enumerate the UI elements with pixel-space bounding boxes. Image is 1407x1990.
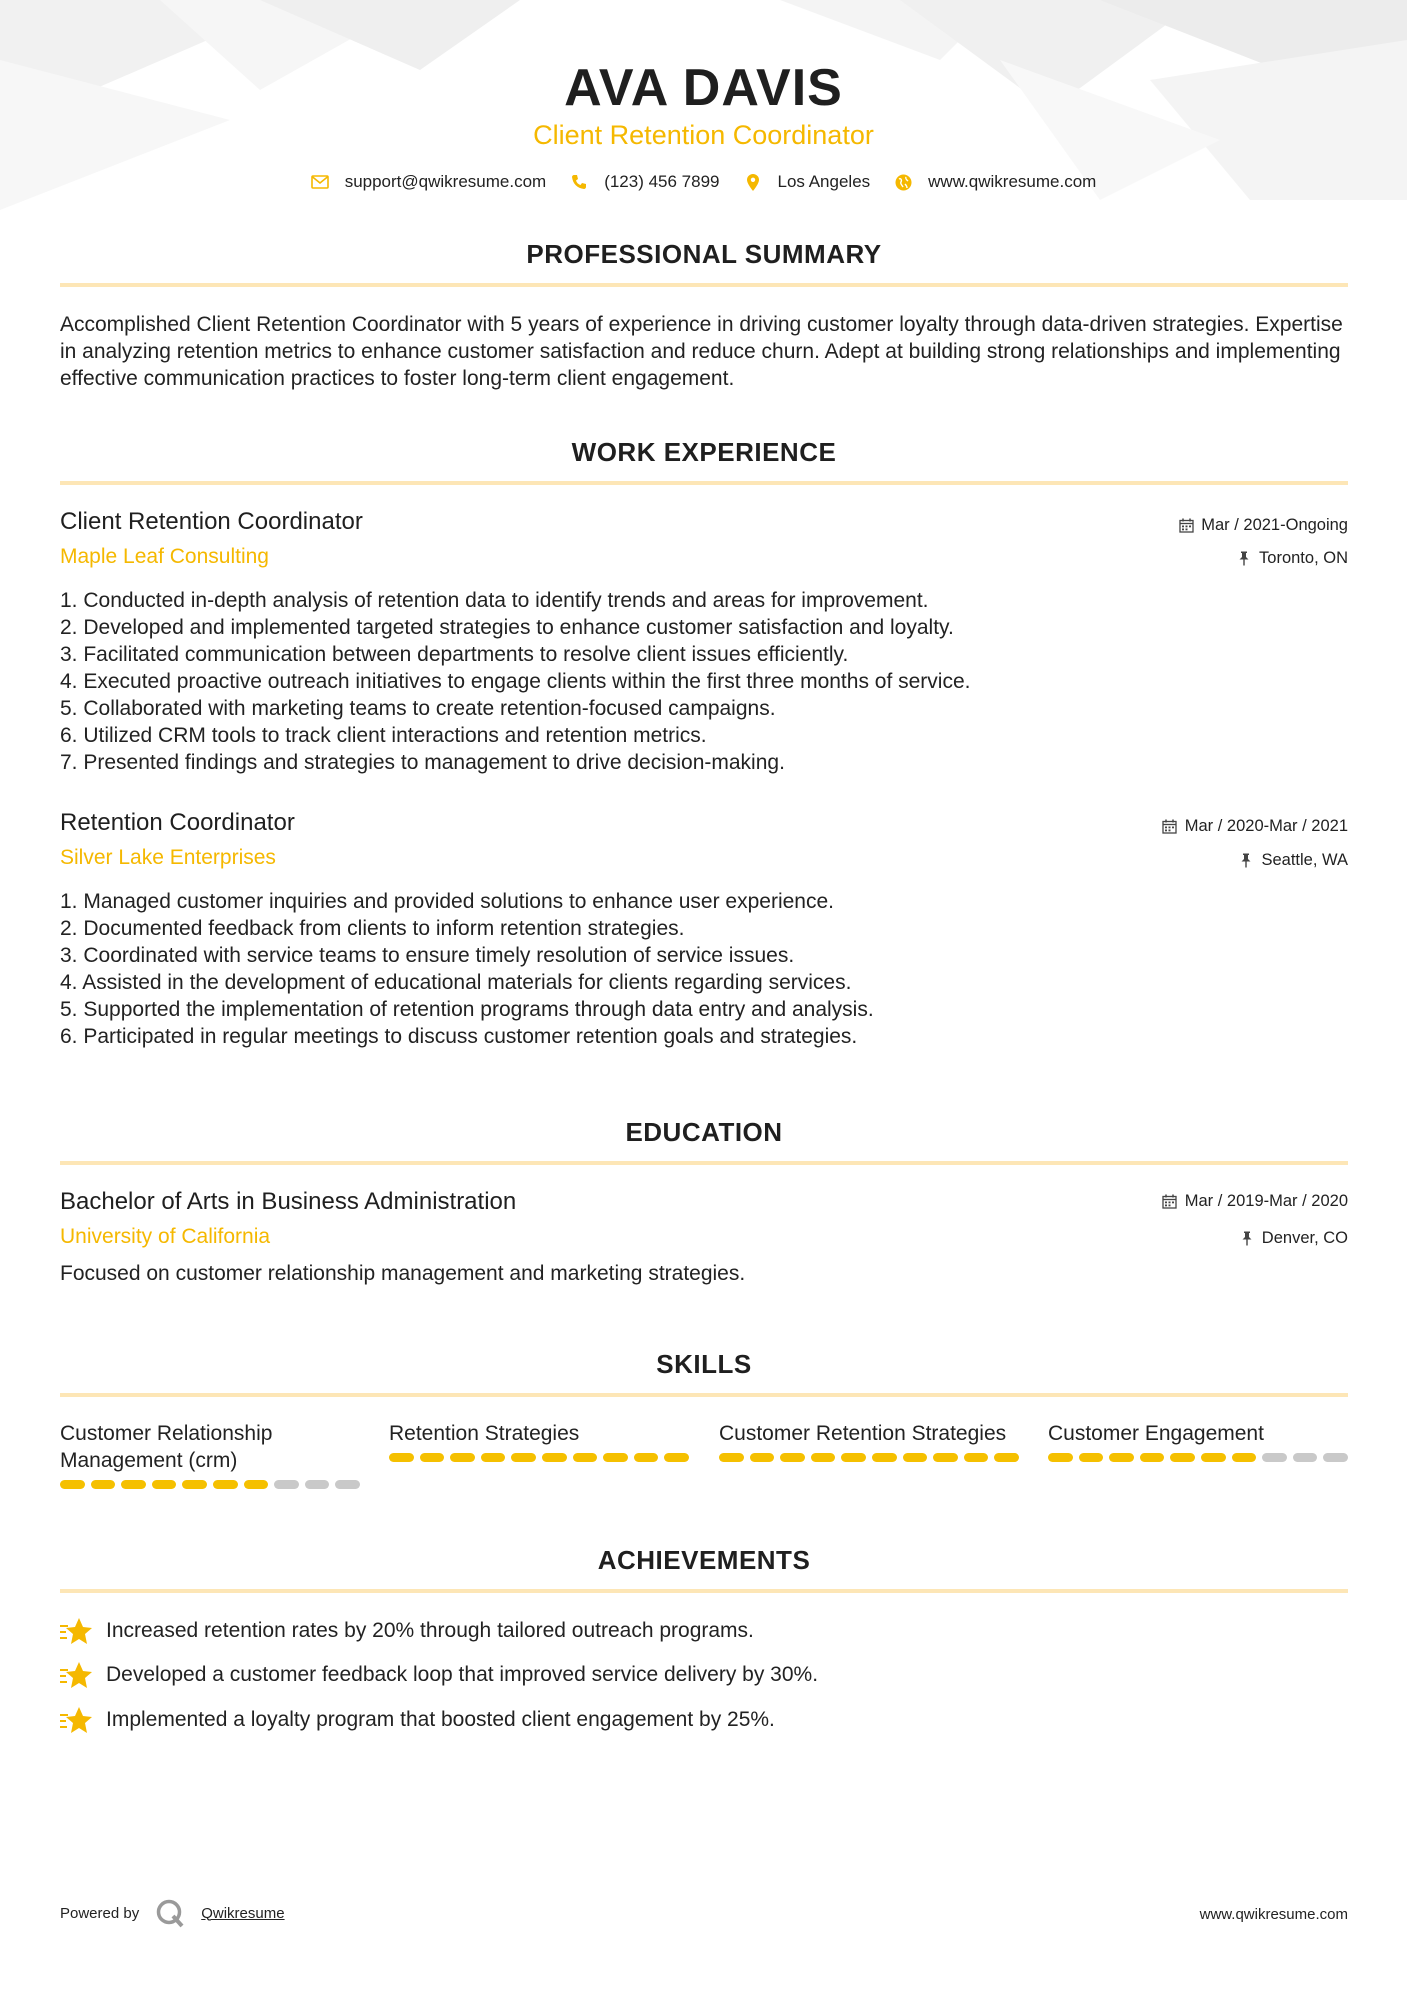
job-dates <box>1178 516 1348 535</box>
skill-level-segment <box>933 1453 958 1462</box>
section-divider <box>60 1161 1348 1165</box>
achievement-text: Increased retention rates by 20% through tailored outreach programs. <box>106 1619 754 1642</box>
skill-level-segment <box>811 1453 836 1462</box>
skill-level-segment <box>1079 1453 1104 1462</box>
skill-item <box>389 1420 689 1462</box>
skill-level-segment <box>603 1453 628 1462</box>
contact-website-text: www.qwikresume.com <box>928 172 1097 191</box>
pushpin-icon <box>1239 1231 1255 1247</box>
skill-level-segment <box>573 1453 598 1462</box>
education-school: University of California <box>60 1225 271 1248</box>
list-item: 7. Presented findings and strategies to management to drive decision-making. <box>60 751 785 774</box>
map-pin-icon <box>744 173 762 191</box>
skill-level-segment <box>305 1480 330 1489</box>
job-location-text: Seattle, WA <box>1261 851 1348 869</box>
skill-level-bar <box>1048 1453 1348 1462</box>
achievement-text: Implemented a loyalty program that boosted client engagement by 25%. <box>106 1708 775 1731</box>
section-divider <box>60 481 1348 485</box>
skill-level-segment <box>60 1480 85 1489</box>
footer-branding <box>60 1898 285 1928</box>
job-location-text: Toronto, ON <box>1259 549 1348 567</box>
job-responsibilities <box>60 888 1260 1050</box>
calendar-icon <box>1162 1194 1178 1210</box>
skill-level-segment <box>634 1453 659 1462</box>
skill-level-segment <box>1232 1453 1257 1462</box>
skill-level-segment <box>91 1480 116 1489</box>
list-item: 3. Facilitated communication between departments to resolve client issues efficiently. <box>60 643 849 666</box>
achievement-item <box>60 1616 754 1646</box>
skill-level-segment <box>994 1453 1019 1462</box>
list-item: 4. Executed proactive outreach initiatives to engage clients within the first three months of service. <box>60 670 971 693</box>
skill-level-segment <box>450 1453 475 1462</box>
skill-level-segment <box>420 1453 445 1462</box>
section-divider <box>60 1589 1348 1593</box>
job-title: Retention Coordinator <box>60 809 295 836</box>
skill-level-segment <box>1170 1453 1195 1462</box>
skill-level-segment <box>750 1453 775 1462</box>
skill-item <box>1048 1420 1348 1462</box>
education-location-text: Denver, CO <box>1261 1229 1348 1247</box>
list-item: 6. Utilized CRM tools to track client interactions and retention metrics. <box>60 724 707 747</box>
skill-level-segment <box>841 1453 866 1462</box>
section-heading-education: EDUCATION <box>625 1117 783 1147</box>
skill-level-segment <box>274 1480 299 1489</box>
list-item: 3. Coordinated with service teams to ensure timely resolution of service issues. <box>60 944 795 967</box>
list-item: 1. Conducted in-depth analysis of retention data to identify trends and areas for improvement. <box>60 589 929 612</box>
contact-phone-text: (123) 456 7899 <box>604 172 720 191</box>
skill-level-segment <box>903 1453 928 1462</box>
list-item: 4. Assisted in the development of educational materials for clients regarding services. <box>60 971 852 994</box>
skill-item <box>60 1420 360 1489</box>
skill-level-segment <box>964 1453 989 1462</box>
list-item: 1. Managed customer inquiries and provided solutions to enhance user experience. <box>60 890 834 913</box>
skill-level-segment <box>481 1453 506 1462</box>
skill-level-segment <box>719 1453 744 1462</box>
job-responsibilities <box>60 587 1260 776</box>
skill-label: Retention Strategies <box>389 1422 580 1445</box>
phone-icon <box>570 173 588 191</box>
job-location <box>1238 851 1348 870</box>
job-company: Maple Leaf Consulting <box>60 545 269 568</box>
contact-phone[interactable] <box>570 172 719 192</box>
contact-email[interactable] <box>311 172 547 192</box>
job-dates <box>1162 817 1348 836</box>
achievement-item <box>60 1660 818 1690</box>
list-item: 2. Developed and implemented targeted strategies to enhance customer satisfaction and loyalty. <box>60 616 954 639</box>
skill-level-segment <box>182 1480 207 1489</box>
skill-level-segment <box>389 1453 414 1462</box>
education-dates <box>1162 1192 1348 1211</box>
job-title: Client Retention Coordinator <box>60 508 363 535</box>
skill-level-segment <box>511 1453 536 1462</box>
skill-level-segment <box>1109 1453 1134 1462</box>
skill-level-segment <box>213 1480 238 1489</box>
contact-bar <box>0 172 1407 192</box>
globe-icon <box>894 173 912 191</box>
summary-text: Accomplished Client Retention Coordinator with 5 years of experience in driving customer loyalty through data-driven strategies. Expertise in analyzing retention metrics to enhance customer satisfaction and reduce churn. Adept at building strong relationships and implementing effective communication practices to foster long-term client engagement. <box>60 313 1343 390</box>
skill-label: Customer Retention Strategies <box>719 1422 1007 1445</box>
skill-level-segment <box>1293 1453 1318 1462</box>
footer-website[interactable]: www.qwikresume.com <box>1199 1906 1348 1923</box>
skill-level-segment <box>152 1480 177 1489</box>
section-heading-summary: PROFESSIONAL SUMMARY <box>526 239 882 269</box>
job-location <box>1236 549 1348 568</box>
skill-item <box>719 1420 1019 1462</box>
education-dates-text: Mar / 2019-Mar / 2020 <box>1184 1192 1348 1210</box>
skill-level-bar <box>389 1453 689 1462</box>
skill-level-segment <box>1201 1453 1226 1462</box>
brand-link[interactable]: Qwikresume <box>201 1904 285 1922</box>
achievement-item <box>60 1705 775 1735</box>
contact-email-text: support@qwikresume.com <box>344 172 547 191</box>
calendar-icon <box>1178 518 1194 534</box>
list-item: 2. Documented feedback from clients to inform retention strategies. <box>60 917 685 940</box>
candidate-name: AVA DAVIS <box>564 59 843 117</box>
job-dates-text: Mar / 2021-Ongoing <box>1201 516 1348 534</box>
qwikresume-logo-icon <box>155 1898 185 1928</box>
skill-level-segment <box>1140 1453 1165 1462</box>
list-item: 5. Supported the implementation of retention programs through data entry and analysis. <box>60 998 874 1021</box>
section-heading-experience: WORK EXPERIENCE <box>571 437 837 467</box>
skill-level-segment <box>542 1453 567 1462</box>
contact-website[interactable] <box>894 172 1096 192</box>
skill-label: Customer Engagement <box>1048 1422 1264 1445</box>
contact-location-text: Los Angeles <box>777 172 871 191</box>
skill-level-segment <box>780 1453 805 1462</box>
section-heading-skills: SKILLS <box>656 1349 752 1379</box>
job-company: Silver Lake Enterprises <box>60 846 276 869</box>
skill-label: Customer Relationship Management (crm) <box>60 1422 273 1472</box>
envelope-icon <box>311 173 329 191</box>
skill-level-bar <box>719 1453 1019 1462</box>
education-description: Focused on customer relationship management and marketing strategies. <box>60 1262 746 1285</box>
list-item: 6. Participated in regular meetings to discuss customer retention goals and strategies. <box>60 1025 858 1048</box>
job-dates-text: Mar / 2020-Mar / 2021 <box>1184 817 1348 835</box>
skill-level-segment <box>1048 1453 1073 1462</box>
powered-by-label: Powered by <box>60 1904 140 1922</box>
star-icon <box>60 1705 92 1735</box>
skill-level-segment <box>1262 1453 1287 1462</box>
star-icon <box>60 1660 92 1690</box>
education-location <box>1239 1229 1348 1248</box>
section-divider <box>60 283 1348 287</box>
skill-level-segment <box>1323 1453 1348 1462</box>
skill-level-segment <box>664 1453 689 1462</box>
contact-location <box>744 172 871 192</box>
candidate-title: Client Retention Coordinator <box>533 120 874 150</box>
pushpin-icon <box>1236 551 1252 567</box>
list-item: 5. Collaborated with marketing teams to create retention-focused campaigns. <box>60 697 776 720</box>
section-heading-achievements: ACHIEVEMENTS <box>597 1545 811 1575</box>
section-divider <box>60 1393 1348 1397</box>
pushpin-icon <box>1238 853 1254 869</box>
calendar-icon <box>1162 819 1178 835</box>
education-degree: Bachelor of Arts in Business Administration <box>60 1188 517 1215</box>
skill-level-bar <box>60 1480 360 1489</box>
skill-level-segment <box>872 1453 897 1462</box>
achievement-text: Developed a customer feedback loop that improved service delivery by 30%. <box>106 1663 819 1686</box>
skill-level-segment <box>244 1480 269 1489</box>
skill-level-segment <box>121 1480 146 1489</box>
skill-level-segment <box>335 1480 360 1489</box>
star-icon <box>60 1616 92 1646</box>
